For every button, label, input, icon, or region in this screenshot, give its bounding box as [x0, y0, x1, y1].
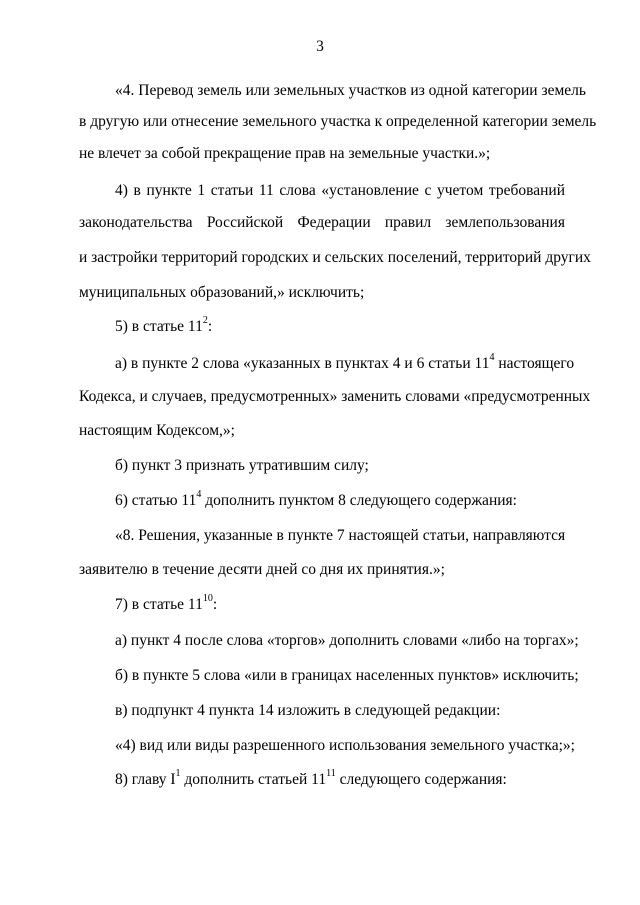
text-line: 4) в пункте 1 статьи 11 слова «установление с учетом требований: [115, 182, 565, 199]
text-line: «4. Перевод земель или земельных участков из одной категории земель: [115, 82, 586, 99]
text-line: 8) главу $I^1$ дополнить статьей $11^{11}$ следующего содержания:: [115, 768, 507, 788]
superscript: 11: [326, 768, 336, 779]
text-line: б) в пункте 5 слова «или в границах населенных пунктов» исключить;: [115, 667, 579, 684]
text-line: 5) в статье $11^2$:: [115, 315, 213, 335]
text-line: в) подпункт 4 пункта 14 изложить в следующей редакции:: [115, 702, 501, 719]
superscript: 4: [489, 352, 495, 363]
superscript: 1: [175, 768, 181, 779]
word: правил: [384, 214, 432, 231]
text-line: заявителю в течение десяти дней со дня их принятия.»;: [79, 561, 445, 578]
text-line: 6) статью $11^4$ дополнить пунктом 8 следующего содержания:: [115, 489, 517, 509]
word: землепользования: [445, 214, 565, 231]
word: законодательства: [79, 214, 193, 231]
superscript: 2: [202, 315, 208, 326]
text-line: Кодекса, и случаев, предусмотренных» заменить словами «предусмотренных: [79, 388, 591, 405]
superscript: 10: [202, 593, 213, 604]
text-line: 7) в статье $11^{10}$:: [115, 593, 218, 613]
text-line: «8. Решения, указанные в пункте 7 настоящей статьи, направляются: [115, 527, 566, 544]
text-line: не влечет за собой прекращение прав на земельные участки.»;: [79, 145, 491, 162]
page-number: 3: [316, 38, 324, 55]
text-line: а) в пункте 2 слова «указанных в пунктах 4 и 6 статьи $11^4$ настоящего: [115, 352, 575, 372]
text-line: б) пункт 3 признать утратившим силу;: [115, 457, 369, 474]
text-line: [79, 214, 565, 232]
text-line: «4) вид или виды разрешенного использования земельного участка;»;: [115, 737, 575, 754]
text-line: а) пункт 4 после слова «торгов» дополнить словами «либо на торгах»;: [115, 632, 579, 649]
word: Федерации: [297, 214, 371, 231]
word: Российской: [206, 214, 284, 231]
text-line: и застройки территорий городских и сельских поселений, территорий других: [79, 249, 591, 266]
superscript: 4: [196, 489, 202, 500]
text-line: настоящим Кодексом,»;: [79, 422, 235, 439]
text-line: муниципальных образований,» исключить;: [79, 284, 365, 301]
text-line: в другую или отнесение земельного участка к определенной категории земель: [79, 113, 597, 130]
